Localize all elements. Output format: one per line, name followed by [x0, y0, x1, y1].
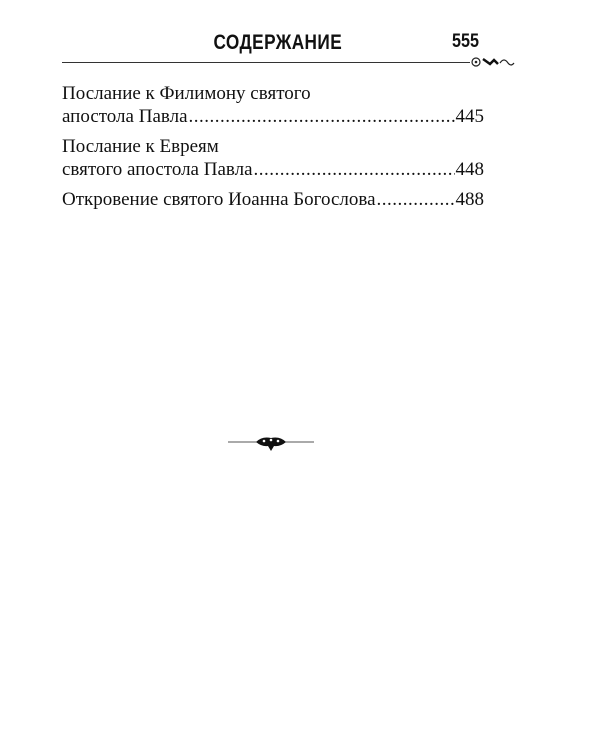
toc-entry[interactable]	[62, 135, 484, 181]
toc-entry-page: 445	[455, 106, 484, 127]
toc-entry[interactable]	[62, 188, 484, 211]
dot-leader	[377, 188, 455, 211]
header-ornament-icon	[470, 54, 516, 68]
toc-entry-title-line: святого апостола Павла	[62, 159, 253, 180]
page-number: 555	[452, 31, 479, 52]
toc-entry-page: 448	[455, 159, 484, 180]
toc-entry-title-line: апостола Павла	[62, 106, 188, 127]
page-title: СОДЕРЖАНИЕ	[213, 31, 343, 54]
toc-entry-page: 488	[455, 189, 484, 210]
separator-ornament-icon	[228, 433, 314, 453]
toc-entry-title-line: Послание к Евреям	[62, 136, 219, 157]
toc-entry[interactable]	[62, 82, 484, 128]
dot-leader	[189, 105, 455, 128]
table-of-contents	[62, 82, 484, 218]
toc-entry-title-line: Послание к Филимону святого	[62, 83, 311, 104]
toc-entry-title-line: Откровение святого Иоанна Богослова	[62, 189, 376, 210]
header-rule	[62, 62, 470, 63]
dot-leader	[254, 158, 455, 181]
